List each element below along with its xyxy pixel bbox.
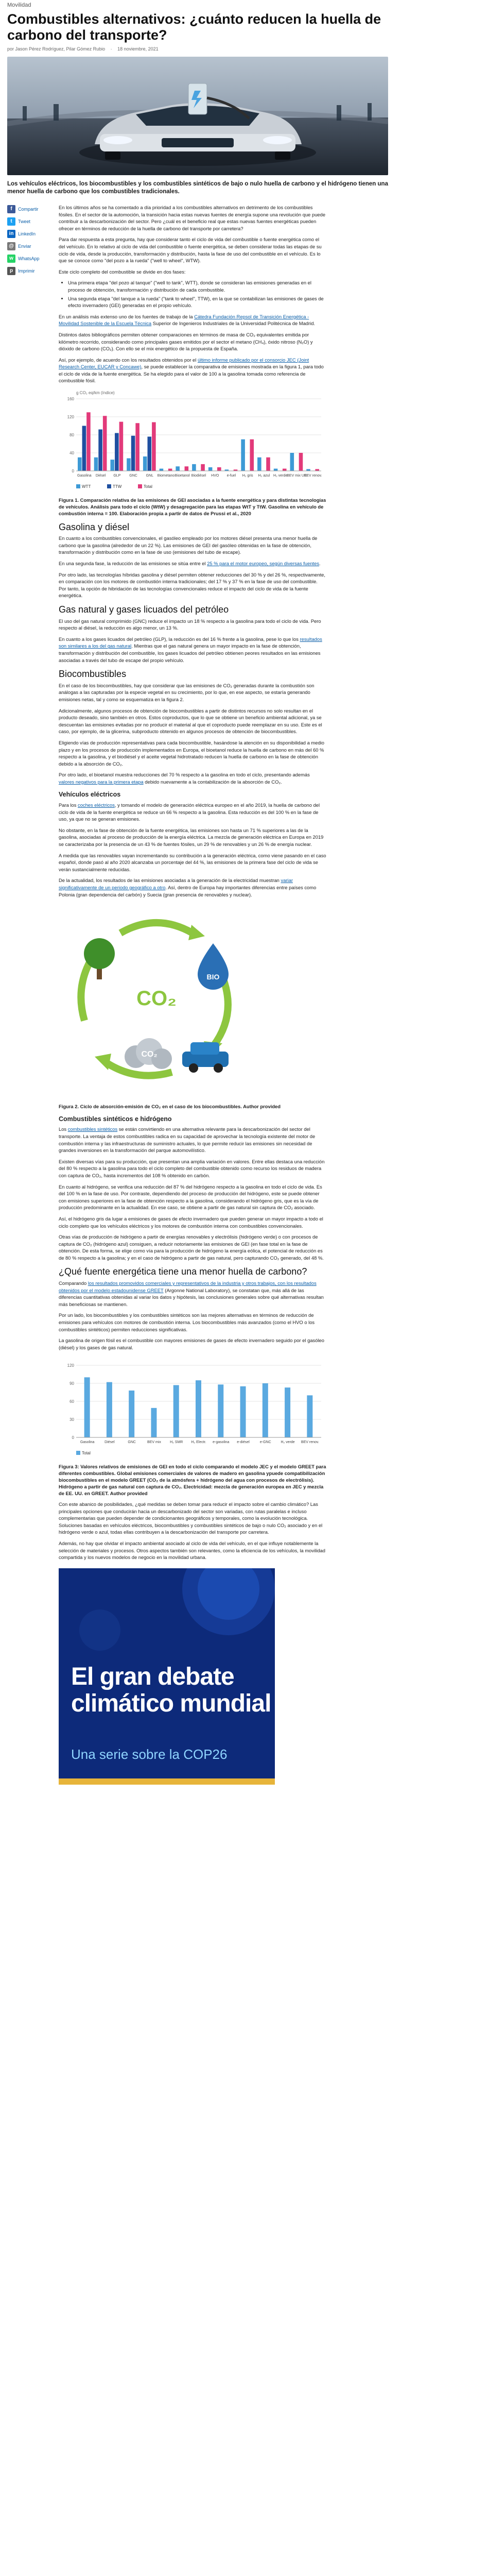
catedra-link[interactable]: Cátedra Fundación Repsol de Transición Energética - Movilidad Sostenible de la Escuela Técnica	[59, 313, 309, 327]
bar-wtt	[208, 467, 213, 471]
y-tick-label: 80	[69, 433, 74, 438]
legend-swatch	[107, 484, 111, 488]
bar-total	[263, 1383, 268, 1437]
x-tick-label: Gasolina	[77, 474, 92, 478]
gas-paragraph-1: El uso del gas natural comprimido (GNC) reduce el impacto un 18 % respecto a la gasolina para todo el ciclo de vida. Pero respecto al diésel, la reducción es algo menor, un 13 %.	[59, 618, 321, 631]
text-segment: En un análisis más extenso uno de los fuentes de trabajo de la	[59, 313, 195, 319]
lead-paragraph: Los vehículos eléctricos, los biocombustibles y los combustibles sintéticos de bajo o nulo huella de carbono y el hidrógeno tienen una menor huella de carbono que los combustibles tradicionales.	[7, 181, 388, 195]
y-tick-label: 90	[69, 1381, 74, 1386]
bar-wtt	[290, 453, 294, 471]
x-tick-label: Diésel	[95, 474, 106, 478]
intro-paragraph-3: Este ciclo completo del combustible se divide en dos fases:	[59, 268, 186, 275]
text-segment: , se puede establecer la comparativa de emisiones mostrada en la figura 1, para todo el ciclo de vida de la fuente energética. Se ha elegido para el valor de 100 a la gasolina tomada como referencia de combustible fósil.	[59, 364, 324, 384]
bio-paragraph-3: Eligiendo vías de producción representativas para cada biocombustible, hasándose la atención en su disponibilidad a medio plazo y en los procesos de producción implementados en Europa, el bioetanol reduce la huella de carbono en más del 60 % respecto a la gasolina, y el biodiésel y el aceite vegetal hidrotratado reducen la huella de carbono en la fase de obtención debido a la absorción de CO₂.	[59, 739, 324, 767]
synth-paragraph-3: En cuanto al hidrógeno, se verifica una reducción del 87 % del hidrógeno respecto a la gasolina en todo el ciclo de vida. Es del 100 % en la fase de uso. Por contraste, dependiendo del proceso de producción del hidrógeno, este se puede obtener con emisiones superiores en la fase de obtención respecto a la gasolina, considerando el hidrógeno gris, que es la vía de producción predominante en la actualidad. En ese caso, se obtiene a partir de gas natural sin captura de CO₂ asociado.	[59, 1183, 322, 1211]
coches-electricos-link[interactable]: coches eléctricos	[78, 802, 115, 808]
caption-text: Figura 1. Comparación relativa de las emisiones de GEI asociadas a la fuente energética y para distintas tecnologías de vehículos. Análisis para todo el ciclo (WtW) y desagregación para las etapas WtT y TtW. Gasolina en vehículo de combustión interna = 100.	[59, 497, 326, 516]
intro-paragraph-6	[59, 357, 326, 384]
bar-wtt	[94, 457, 98, 471]
combustibles-sinteticos-link[interactable]: combustibles sintéticos	[67, 1126, 118, 1132]
bar-wtt	[176, 466, 180, 471]
x-tick-label: Bioetanol	[174, 474, 190, 478]
bar-wtt	[192, 464, 196, 471]
authors[interactable]: por Jason Pérez Rodríguez, Pilar Gómez Rubio	[7, 46, 106, 52]
promo-subtitle: Una serie sobre la COP26	[71, 1746, 228, 1762]
valores-negativos-link[interactable]: valores negativos para la primera etapa	[59, 778, 144, 785]
share-whatsapp[interactable]	[7, 255, 59, 263]
heading-sinteticos: Combustibles sintéticos e hidrógeno	[59, 1115, 172, 1123]
y-tick-label: 120	[67, 1363, 74, 1368]
lifecycle-list	[68, 279, 326, 309]
text-segment: . Mientras que el gas natural genera un mayor impacto en la fase de obtención, transformación y distribución del combustible, los gases licuados del petróleo obtienen peores resultados en las emisiones asociadas a través del tubo de escape del propio vehículo.	[59, 643, 321, 663]
x-tick-label: H₂ verde	[273, 474, 288, 478]
co2-label-icon	[136, 987, 177, 1010]
synth-paragraph-5: Otras vías de producción de hidrógeno a partir de energías renovables y electrólisis (hidrógeno verde) o con procesos de captura de CO₂ (hidrógeno azul) consiguen, a reducir notoriamente las emisiones de GEI (en fase total en la fase de obtención. De esta forma, se elige como vía para la producción de hidrógeno la energía eólica, el potencial de reducción es de 80 % respecto a la gasolina; y en el caso de hidrógeno a partir de gas natural, pero capturando CO₂ generado, del 48 %.	[59, 1234, 324, 1261]
svg-text:CO₂: CO₂	[136, 987, 177, 1010]
hero-illustration	[7, 57, 388, 175]
share-enviar[interactable]	[7, 242, 59, 250]
caption-text: Figura 3: Valores relativos de emisiones de GEI en todo el ciclo comparando el modelo JEC y el modelo GREET para diferentes combustibles. Global emisiones comerciales de valores de madero en gasolina ypuede compatibilización biocombustibles en el modelo GREET (CO₂ de la atmósfera + hidrógeno del agua con procesos de electrólisis). Hidrógeno a partir de gas natural con captura de CO₂. Electricidad: mezcla de generación europea en JEC y mezcla de EE. UU. en GREET.	[59, 1464, 326, 1496]
x-tick-label: H₂ verde	[281, 1440, 295, 1445]
x-tick-label: Biometano	[157, 474, 175, 478]
bar-total	[173, 1385, 179, 1438]
bar-total	[168, 469, 172, 471]
gas-natural-link[interactable]: resultados son similares a los del gas natural	[59, 636, 322, 649]
figure-1-caption	[59, 497, 326, 517]
svg-text:BIO: BIO	[206, 973, 220, 981]
whatsapp-icon: w	[7, 255, 15, 263]
bar-wtt	[143, 456, 147, 471]
figure-2-caption	[59, 1103, 326, 1110]
variacion-geografica-link[interactable]: variar significativamente de un periodo geográfico a otro	[59, 877, 293, 890]
bar-wtt	[306, 469, 310, 471]
share-label: LinkedIn	[18, 231, 36, 236]
legend-label: TTW	[113, 484, 122, 489]
share-linkedin[interactable]	[7, 230, 59, 238]
share-label: Compartir	[18, 207, 39, 212]
heading-question: ¿Qué fuente energética tiene una menor huella de carbono?	[59, 1266, 307, 1277]
byline	[7, 46, 482, 52]
facebook-icon: f	[7, 205, 15, 213]
gasolina-paragraph-1: En cuanto a los combustibles convencionales, el gasóleo empleado por los motores diésel presenta una menor huella de carbono que la gasolina (alrededor de un 22 %). Las emisiones de GEI del gasóleo obtenidas en la fase de obtención, transformación y distribución como en la fase de uso (emisiones del tubo de escape).	[59, 535, 318, 555]
bar-wtt	[274, 469, 278, 471]
legend-swatch	[76, 1451, 80, 1455]
bar-wtt	[110, 460, 114, 471]
bar-total	[307, 1396, 312, 1438]
caption-source: Author provided	[243, 1103, 281, 1109]
bar-total	[119, 422, 124, 471]
text-segment: Para los	[59, 802, 78, 808]
bar-wtt	[160, 469, 164, 471]
jec-report-link[interactable]: último informe publicado por el consorcio JEC (Joint Research Center, EUCAR y Concawe)	[59, 357, 309, 370]
bar-total	[299, 453, 303, 471]
text-segment: se están convirtiendo en una alternativa relevante para la descarbonización del sector del transporte. La ventaja de estos combustibles radica en su capacidad de aprovechar la tecnología existente del motor de combustión interna y las infraestructuras de suministro actuales, lo que permite reducir las emisiones sin necesidad de grandes inversiones en la transformación del parque automovilístico.	[59, 1126, 316, 1154]
bar-total	[185, 466, 189, 471]
caption-text: Figura 2. Ciclo de absorción-emisión de CO₂ en el caso de los biocombustibles.	[59, 1103, 242, 1109]
y-tick-label: 40	[69, 451, 74, 456]
text-segment: De la actualidad, los resultados de las emisiones asociadas a la generación de la electricidad muestran	[59, 877, 281, 884]
cop26-promo-banner[interactable]	[59, 1568, 275, 1785]
bar-ttw	[115, 433, 119, 471]
heading-electricos: Vehículos eléctricos	[59, 791, 121, 799]
section-tag[interactable]: Movilidad	[7, 2, 31, 8]
x-tick-label: Gasolina	[80, 1440, 95, 1445]
caption-source: Author provided	[110, 1490, 148, 1496]
x-tick-label: Diésel	[104, 1440, 115, 1445]
figure-3-caption	[59, 1463, 326, 1497]
list-item: • Una primera etapa "del pozo al tanque" ("well to tank", WTT), donde se consideran las emisiones generadas en el proceso de obtención, transformación y distribución de cada combustible.	[68, 279, 326, 293]
share-compartir[interactable]	[7, 205, 59, 213]
text-segment: Así, por ejemplo, de acuerdo con los resultados obtenidos por el	[59, 357, 198, 363]
synth-paragraph-2: Existen diversas vías para su producción, que presentan una amplia variación en valores. Entre ellas destaca una reducción del 80 % respecto a la gasolina para todo el ciclo completo del combustible obtenido como recurso los residuos de madera con captura de CO₂, hasta incrementos del 108 % obtenido en carbón.	[59, 1158, 325, 1178]
legend-label: Total	[144, 484, 152, 489]
figure-3-chart	[59, 1355, 326, 1458]
text-segment: Los	[59, 1126, 68, 1132]
closing-paragraph-2: Además, no hay que olvidar el impacto ambiental asociado al ciclo de vida del vehículo, en el que influye notablemente la selección de materiales y procesos. Otros aspectos también son relevantes, como la eficiencia de los vehículos, la movilidad compartida y los nuevos modelos de negocio en la movilidad urbana.	[59, 1540, 325, 1561]
y-tick-label: 60	[69, 1399, 74, 1404]
y-tick-label: 0	[72, 1435, 74, 1440]
bio-paragraph-1: En el caso de los biocombustibles, hay que considerar que las emisiones de CO₂ generadas durante la combustión son análogas a las capturadas por la especie vegetal en su crecimiento, por lo que, en ese aspecto, se estaría generando emisiones netas, tal y como se esquematiza en la figura 2.	[59, 682, 315, 702]
promo-title: El gran debate climático mundial	[71, 1663, 271, 1717]
text-segment: Comparando	[59, 1280, 88, 1286]
heading-bio: Biocombustibles	[59, 669, 127, 680]
motor-europeo-link[interactable]: 25 % para el motor europeo, según diversas fuentes	[207, 561, 320, 567]
bar-ttw	[148, 437, 152, 471]
share-label: Tweet	[18, 219, 31, 224]
x-tick-label: e-fuel	[226, 474, 236, 478]
x-tick-label: e-diésel	[237, 1440, 250, 1445]
text-segment: Superior de Ingenieros Industriales de la Universidad Politécnica de Madrid.	[151, 320, 316, 327]
gas-paragraph-2	[59, 636, 326, 664]
synth-paragraph-4: Así, el hidrógeno gris da lugar a emisiones de gases de efecto invernadero que pueden generar un mayor impacto a todo el ciclo completo que los vehículos eléctricos y los motores de combustión interna con combustibles convencionales.	[59, 1215, 323, 1229]
text-segment: .	[319, 561, 321, 567]
elec-paragraph-4	[59, 877, 326, 898]
svg-text:CO₂: CO₂	[141, 1050, 158, 1059]
article-body	[59, 204, 326, 1785]
co2-cycle-illustration	[59, 902, 254, 1098]
intro-paragraph-5: Distintos datos bibliográficos permiten obtener comparaciones en términos de masa de CO₂ equivalentes emitida por kilómetro recorrido, considerando como principales gases emitidos por el sector el metano (CH₄), óxido nitroso (N₂O) y dióxido de carbono (CO₂). Con ello se el mix energético de la propuesta de España.	[59, 331, 313, 352]
bar-total	[84, 1378, 90, 1438]
x-tick-label: e-gasolina	[213, 1440, 230, 1445]
hero-image	[7, 57, 388, 175]
y-tick-label: 30	[69, 1417, 74, 1422]
x-tick-label: H₂ gris	[242, 474, 253, 478]
bar-wtt	[257, 457, 261, 471]
bar-ttw	[131, 436, 135, 471]
article	[7, 204, 482, 1785]
question-paragraph-3: La gasolina de origen fósil es el combustible con mayores emisiones de gases de efecto invernadero seguido por el gasóleo (diésel) y los gases de gas natural.	[59, 1337, 324, 1350]
bar-ttw	[82, 426, 86, 471]
bar-total	[266, 457, 270, 471]
gasolina-paragraph-2	[59, 560, 326, 567]
bar-wtt	[78, 457, 82, 471]
email-icon: @	[7, 242, 15, 250]
x-tick-label: Biodiésel	[191, 474, 206, 478]
bar-total	[103, 416, 107, 471]
x-tick-label: BEV mix	[147, 1440, 161, 1445]
bar-total	[315, 469, 319, 471]
text-segment: En una segunda fase, la reducción de las emisiones se sitúa entre el	[59, 561, 207, 567]
text-segment: debido nuevamente a la contabilización de la absorción de CO₂.	[143, 778, 282, 785]
bio-paragraph-4	[59, 771, 326, 785]
share-sidebar	[7, 204, 59, 1785]
elec-paragraph-3: A medida que las renovables vayan incrementando su contribución a la generación eléctrica, como viene pasando en el caso español, donde pasó al año 2020 alcanzaba un porcentaje del 44 %, las emisiones de la primera fase del ciclo de vida se verán sustancialmente reducidas.	[59, 852, 326, 872]
bar-ttw	[98, 430, 102, 471]
bar-wtt	[241, 439, 245, 471]
share-tweet[interactable]	[7, 217, 59, 226]
intro-paragraph-2: Para dar respuesta a esta pregunta, hay que considerar tanto el ciclo de vida del combustible o fuente energética como el del vehículo. En lo relativo al ciclo de vida del combustible o fuente energética, se deben considerar todas las etapas de su ciclo de vida, desde la producción, transformación y distribución, hasta la fase de uso del combustible en el vehículo. Es lo que se conoce como "del pozo a la rueda" ("well to wheel", WTW).	[59, 236, 322, 264]
print-icon: p	[7, 267, 15, 275]
bar-total	[196, 1381, 201, 1438]
bar-total	[151, 1408, 156, 1437]
text-segment: Por otro lado, el bioetanol muestra reducciones del 70 % respecto a la gasolina en todo el ciclo, presentando además	[59, 772, 310, 778]
question-paragraph-1	[59, 1280, 326, 1308]
heading-gasolina: Gasolina y diésel	[59, 521, 130, 532]
elec-paragraph-1	[59, 802, 326, 823]
share-imprimir[interactable]	[7, 267, 59, 275]
synth-paragraph-1	[59, 1126, 326, 1154]
page-title: Combustibles alternativos: ¿cuánto reducen la huella de carbono del transporte?	[7, 11, 381, 43]
elec-paragraph-2: No obstante, en la fase de obtención de la fuente energética, las emisiones son hasta un 71 % superiores a las de la gasolina, asociadas al proceso de producción de la energía eléctrica. La mezcla de generación eléctrica en Europa en 2019 se caracterizaba por la presencia de un 43 % de fuentes fósiles, un 29 % de renovables y un 26 % de energía nuclear.	[59, 827, 324, 848]
x-tick-label: H₂ Electr.	[191, 1440, 206, 1445]
legend-label: WTT	[82, 484, 91, 489]
x-tick-label: H₂ SMR	[170, 1440, 183, 1445]
list-item: • Una segunda etapa "del tanque a la rueda" ("tank to wheel", TTW), en la que se contabilizan las emisiones de gases de efecto invernadero (GEI) generadas en el propio vehículo.	[68, 295, 326, 309]
caption-source: Elaboración propia a partir de datos de Prussi et al., 2020	[119, 510, 251, 516]
figure-1	[59, 388, 326, 494]
bar-total	[218, 1385, 223, 1438]
figure-2	[59, 902, 326, 1100]
bar-total	[250, 439, 254, 471]
figure-3	[59, 1355, 326, 1460]
y-tick-label: 160	[67, 397, 74, 402]
linkedin-icon: in	[7, 230, 15, 238]
x-tick-label: BEV mix UE	[287, 474, 307, 478]
twitter-icon: t	[7, 217, 15, 226]
bar-total	[135, 423, 139, 471]
promo-accent-bar	[59, 1778, 275, 1785]
legend-swatch	[138, 484, 142, 488]
x-tick-label: GNL	[146, 474, 154, 478]
heading-gas: Gas natural y gases licuados del petróleo	[59, 604, 229, 615]
text-segment: , y tomando el modelo de generación eléctrica europeo en el año 2019, la huella de carbono del ciclo de vida de la fuente energética se reduce un 66 % respecto a la gasolina. Esta reducción es del 100 % en la fase de uso, ya que no se generan emisiones.	[59, 802, 320, 822]
x-tick-label: H₂ azul	[258, 474, 270, 478]
gasolina-paragraph-3: Por otro lado, las tecnologías híbridas gasolina y diésel permiten obtener reducciones del 30 % y del 26 %, respectivamente, en comparación con los motores de combustión interna tradicionales; del 17 % y 37 % en la fase de uso del combustible. Por tanto, la opción de hibridación de las tecnologías convencionales reduce el impacto del ciclo de vida de la fuente energética.	[59, 571, 326, 599]
text-segment: En cuanto a los gases licuados del petróleo (GLP), la reducción es del 16 % frente a la gasolina, pese lo que los	[59, 636, 300, 642]
closing-paragraph-1: Con este abanico de posibilidades, ¿qué medidas se deben tomar para reducir el impacto sobre el cambio climático? Las principales opciones que conducirán hacia un descarbonizado del sector son variadas, con rutas paralelas e incluso complementarias que pueden depender de condicionantes geográficos y temporales, como la evolución tecnológica. Soluciones basadas en vehículos eléctricos, biocombustibles y combustibles sintéticos de bajo o nulo CO₂ asociado y en el hidrógeno verde o azul, todas ellas contribuyen a la descarbonización del transporte por carretera.	[59, 1501, 323, 1535]
bar-total	[240, 1386, 246, 1437]
byline-separator: ·	[110, 46, 112, 52]
bio-paragraph-2: Adicionalmente, algunos procesos de obtención de biocombustibles a partir de distintos recursos no solo resultan en el producto deseado, sino también en otros. Estos coproductos, que lo que se obtiene un beneficio ambiental adicional, ya se descuentan las emisiones evitadas por no producir el material al que el coproducto puede reemplazar en su uso. Este es el caso, por ejemplo, de la glicerina, subproducto obtenido en algunos procesos de obtención de biocombustibles.	[59, 707, 322, 735]
greet-link[interactable]: los resultados promovidos comerciales y representativos de la industria y otros trabajos, con los resultados obtenidos por el modelo estadounidense GREET	[59, 1280, 317, 1293]
x-tick-label: HVO	[211, 474, 219, 478]
x-tick-label: GLP	[113, 474, 121, 478]
figure-1-chart	[59, 388, 326, 492]
bar-total	[201, 464, 205, 471]
bar-total	[285, 1388, 290, 1438]
x-tick-label: GNC	[128, 1440, 136, 1445]
bar-total	[152, 422, 156, 471]
y-axis-label: g CO₂ eq/km (índice)	[76, 391, 115, 396]
question-paragraph-2: Por un lado, los biocombustibles y los combustibles sintéticos son las mejores alternativas en términos de reducción de emisiones para vehículos con motores de combustión interna. Los biocombustibles más avanzados (como el HVO o los combustibles sintéticos) permiten reducciones significativas.	[59, 1312, 315, 1332]
y-tick-label: 120	[67, 415, 74, 420]
intro-paragraph-1: En los últimos años se ha comentado a día prioridad a los combustibles alternativos en detrimento de los combustibles fósiles. En el sector de la automoción, la transición hacia estas nuevas fuentes de energía supone una revolución que puede contribuir a la descarbonización del sector. Pero ¿cuál es el beneficio real que estas nuevas fuentes energéticas pueden ofrecer en términos de reducción de la huella de carbono del transporte por carretera?	[59, 205, 326, 231]
share-label: WhatsApp	[18, 256, 40, 261]
legend-label: Total	[82, 1451, 91, 1456]
bar-total	[129, 1391, 134, 1437]
share-label: Enviar	[18, 244, 31, 249]
intro-paragraph-4	[59, 313, 326, 327]
x-tick-label: GNC	[129, 474, 137, 478]
legend-swatch	[76, 484, 80, 488]
bar-total	[107, 1382, 112, 1437]
bar-total	[217, 467, 221, 471]
x-tick-label: BEV renov.	[304, 474, 322, 478]
text-segment: (Argonne National Laboratory), se constatan que, más allá de las diferencias cuantitativas obtenidas al variar los datos y hipótesis, las conclusiones generales sobre qué alternativas resultan más beneficiosas se mantienen.	[59, 1287, 324, 1307]
bar-wtt	[127, 459, 131, 471]
bar-total	[283, 469, 287, 471]
y-tick-label: 0	[72, 469, 74, 474]
text-segment: . Así, dentro de Europa hay importantes diferencias entre países como Polonia (gran dependencia del carbón) y Suecia (gran presencia de renovables y nuclear).	[59, 885, 317, 897]
globe-decoration	[59, 1568, 275, 1661]
publish-date: 18 noviembre, 2021	[117, 46, 159, 52]
x-tick-label: e-GNC	[259, 1440, 271, 1445]
x-tick-label: BEV renov.	[301, 1440, 319, 1445]
bar-total	[86, 412, 91, 471]
share-label: Imprimir	[18, 268, 35, 274]
